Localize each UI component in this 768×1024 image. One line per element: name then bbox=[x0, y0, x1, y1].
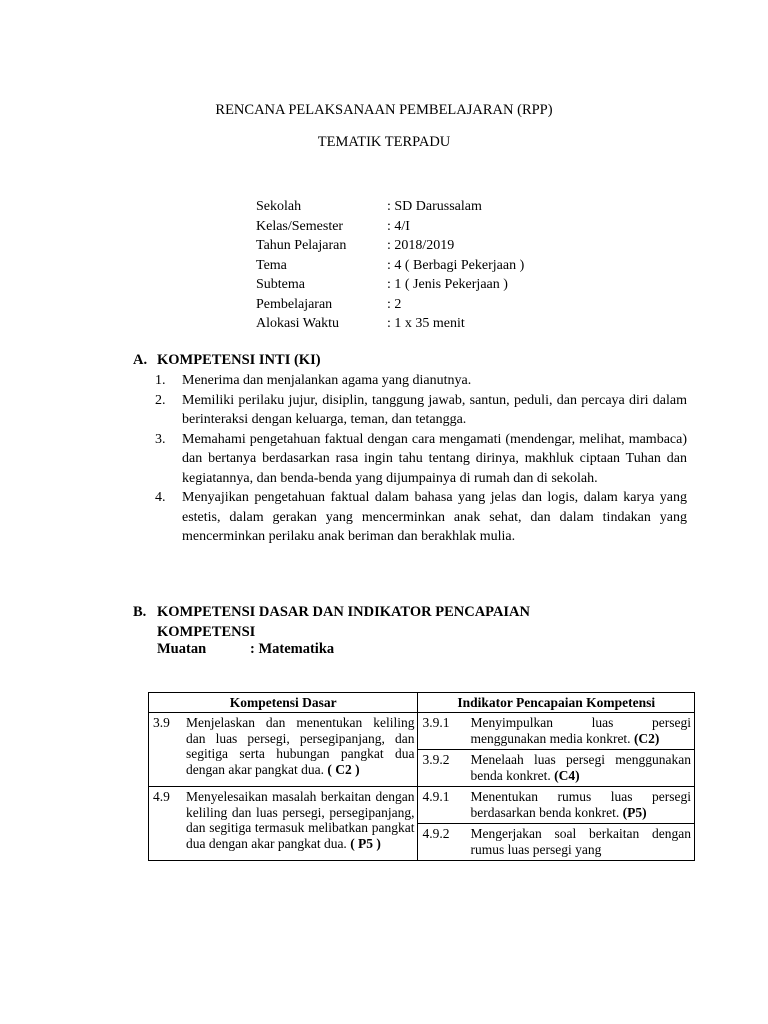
list-item bbox=[155, 371, 687, 391]
subject-value: : Matematika bbox=[250, 641, 335, 657]
subject-line bbox=[157, 641, 334, 658]
info-label: Tahun Pelajaran bbox=[256, 238, 347, 253]
info-value: : 2018/2019 bbox=[387, 238, 455, 253]
indicator-text: Menentukan rumus luas persegi berdasarkan benda konkret. bbox=[470, 789, 691, 820]
indicator-code: 3.9.2 bbox=[422, 752, 450, 767]
item-text: Memahami pengetahuan faktual dengan cara mengamati (mendengar, melihat, mambaca) dan bertanya berdasarkan rasa ingin tahu tentang dirinya, makhluk ciptaan Tuhan dan kegiatannya, dan benda-benda yang dijumpainya di rumah dan di sekolah. bbox=[182, 431, 687, 486]
kd-code: 3.9 bbox=[153, 715, 170, 730]
info-row-theme bbox=[256, 256, 524, 276]
info-row-lesson bbox=[256, 295, 524, 315]
item-number: 2. bbox=[155, 392, 166, 408]
kd-text: Menyelesaikan masalah berkaitan dengan keliling dan luas persegi, persegipanjang, dan segitiga termasuk melibatkan pangkat dua dengan akar pangkat dua. bbox=[186, 789, 415, 851]
kd-cell bbox=[149, 787, 418, 861]
info-label: Pembelajaran bbox=[256, 296, 333, 312]
info-value: : 1 x 35 menit bbox=[387, 316, 465, 331]
item-text: Menyajikan pengetahuan faktual dalam bahasa yang jelas dan logis, dalam karya yang estetis, dalam gerakan yang mencerminkan anak sehat, dan dalam tindakan yang mencerminkan perilaku anak beriman dan berakhlak mulia. bbox=[182, 490, 687, 544]
indicator-cell bbox=[418, 824, 695, 861]
info-row-class bbox=[256, 217, 524, 237]
indicator-text: Mengerjakan soal berkaitan dengan rumus luas persegi yang bbox=[470, 826, 691, 857]
section-title-line1: KOMPETENSI DASAR DAN INDIKATOR PENCAPAIAN bbox=[157, 604, 530, 620]
header-cell-ipk: Indikator Pencapaian Kompetensi bbox=[418, 693, 695, 713]
identity-block bbox=[256, 197, 524, 334]
info-value: : SD Darussalam bbox=[387, 199, 482, 214]
indicator-cell bbox=[418, 787, 695, 824]
item-text: Memiliki perilaku jujur, disiplin, tanggung jawab, santun, peduli, dan percaya diri dalam berinteraksi dengan keluarga, teman, dan tetangga. bbox=[182, 392, 687, 427]
info-row-school bbox=[256, 197, 524, 217]
indicator-code: 4.9.2 bbox=[422, 826, 450, 841]
info-label: Subtema bbox=[256, 277, 305, 292]
kd-text: Menjelaskan dan menentukan keliling dan luas persegi, persegipanjang, dan segitiga serta hubungan pangkat dua dengan akar pangkat dua. bbox=[186, 715, 415, 777]
info-value: : 4 ( Berbagi Pekerjaan ) bbox=[387, 257, 525, 273]
info-row-year bbox=[256, 236, 524, 256]
list-item bbox=[155, 488, 687, 547]
info-value: : 2 bbox=[387, 296, 402, 312]
subject-label: Muatan bbox=[157, 641, 207, 657]
item-number: 4. bbox=[155, 490, 166, 505]
kd-tag: ( C2 ) bbox=[327, 761, 360, 777]
core-competency-list bbox=[155, 371, 687, 547]
item-number: 1. bbox=[155, 373, 166, 388]
indicator-tag: (C4) bbox=[554, 767, 580, 783]
kd-tag: ( P5 ) bbox=[350, 835, 381, 851]
info-label: Kelas/Semester bbox=[256, 218, 344, 234]
section-letter: A. bbox=[133, 352, 148, 368]
section-letter: B. bbox=[133, 604, 147, 620]
header-cell-kd: Kompetensi Dasar bbox=[149, 693, 418, 713]
info-row-subtheme bbox=[256, 275, 524, 295]
indicator-code: 3.9.1 bbox=[422, 715, 450, 730]
item-text: Menerima dan menjalankan agama yang dianutnya. bbox=[182, 373, 472, 388]
competency-table bbox=[148, 692, 695, 861]
indicator-code: 4.9.1 bbox=[422, 789, 450, 804]
indicator-text: Menyimpulkan luas persegi menggunakan media konkret. bbox=[470, 715, 691, 746]
kd-code: 4.9 bbox=[153, 789, 170, 804]
section-title-line2: KOMPETENSI bbox=[157, 624, 256, 640]
info-value: : 4/I bbox=[387, 218, 410, 234]
info-row-time bbox=[256, 314, 524, 334]
indicator-tag: (P5) bbox=[622, 804, 647, 820]
section-title: KOMPETENSI INTI (KI) bbox=[157, 352, 321, 368]
indicator-cell bbox=[418, 713, 695, 750]
info-label: Tema bbox=[256, 257, 287, 273]
document-title: RENCANA PELAKSANAAN PEMBELAJARAN (RPP) bbox=[215, 102, 553, 118]
item-number: 3. bbox=[155, 431, 166, 447]
list-item bbox=[155, 430, 687, 489]
indicator-text: Menelaah luas persegi menggunakan benda konkret. bbox=[470, 752, 691, 783]
indicator-cell bbox=[418, 750, 695, 787]
document-subtitle: TEMATIK TERPADU bbox=[317, 134, 451, 150]
list-item bbox=[155, 391, 687, 430]
info-value: : 1 ( Jenis Pekerjaan ) bbox=[387, 277, 508, 292]
info-label: Sekolah bbox=[256, 199, 302, 214]
kd-cell bbox=[149, 713, 418, 787]
info-label: Alokasi Waktu bbox=[256, 316, 339, 331]
section-a-heading bbox=[133, 352, 321, 369]
table-header-row bbox=[149, 693, 695, 713]
table-row bbox=[149, 787, 695, 824]
section-b-heading bbox=[133, 602, 530, 642]
table-row bbox=[149, 713, 695, 750]
indicator-tag: (C2) bbox=[633, 730, 660, 746]
